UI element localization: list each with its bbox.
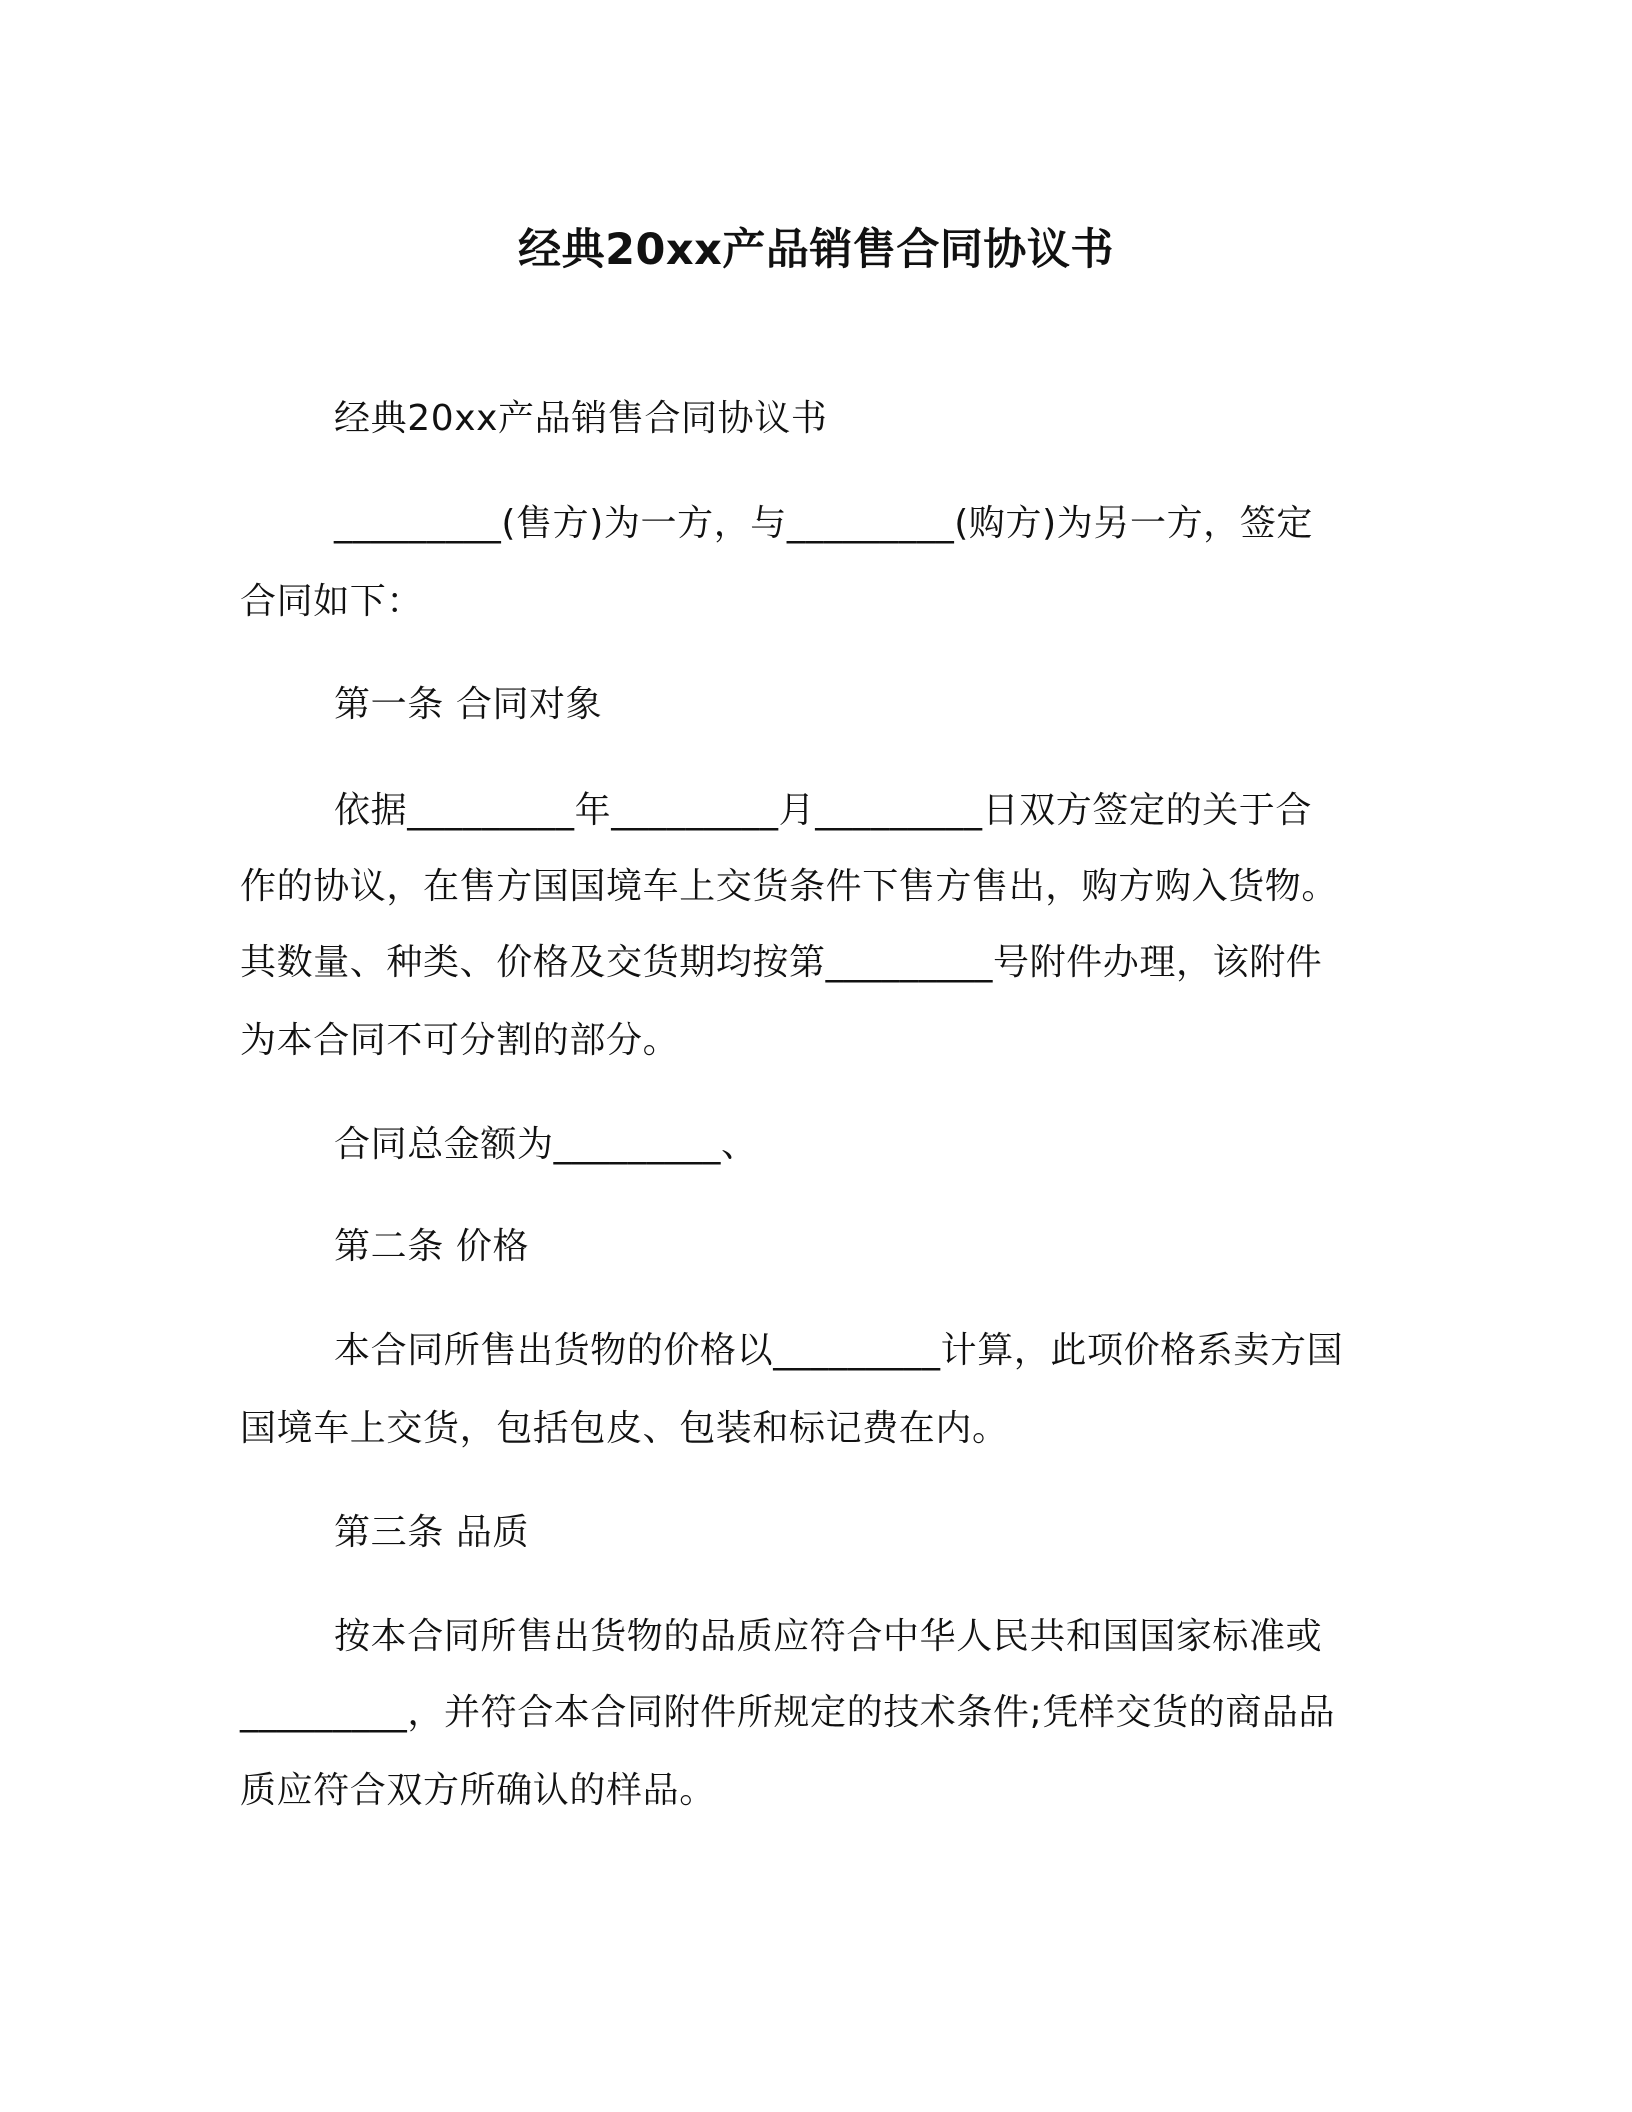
document-subtitle: 经典20xx产品销售合同协议书 xyxy=(334,398,828,439)
article-2-para-line-2: 国境车上交货，包括包皮、包装和标记费在内。 xyxy=(240,1408,1009,1449)
article-3-heading: 第三条 品质 xyxy=(334,1512,530,1553)
article-3-para-line-2: _________，并符合本合同附件所规定的技术条件;凭样交货的商品品 xyxy=(240,1692,1336,1733)
document-title: 经典20xx产品销售合同协议书 xyxy=(518,225,1114,275)
parties-line-2: 合同如下： xyxy=(240,581,424,622)
article-1-para-line-1: 依据_________年_________月_________日双方签定的关于合 xyxy=(334,790,1312,831)
article-1-heading: 第一条 合同对象 xyxy=(334,684,603,725)
article-3-para-line-3: 质应符合双方所确认的样品。 xyxy=(240,1770,716,1811)
article-1-para-line-2: 作的协议，在售方国国境车上交货条件下售方售出，购方购入货物。 xyxy=(240,866,1339,907)
article-1-para-line-4: 为本合同不可分割的部分。 xyxy=(240,1020,680,1061)
article-3-para-line-1: 按本合同所售出货物的品质应符合中华人民共和国国家标准或 xyxy=(334,1616,1323,1657)
article-1-para-line-3: 其数量、种类、价格及交货期均按第_________号附件办理，该附件 xyxy=(240,942,1323,983)
contract-total-amount: 合同总金额为_________、 xyxy=(334,1124,758,1165)
article-2-heading: 第二条 价格 xyxy=(334,1226,530,1267)
article-2-para-line-1: 本合同所售出货物的价格以_________计算，此项价格系卖方国 xyxy=(334,1330,1344,1371)
parties-line-1: _________(售方)为一方，与_________(购方)为另一方，签定 xyxy=(334,503,1313,544)
